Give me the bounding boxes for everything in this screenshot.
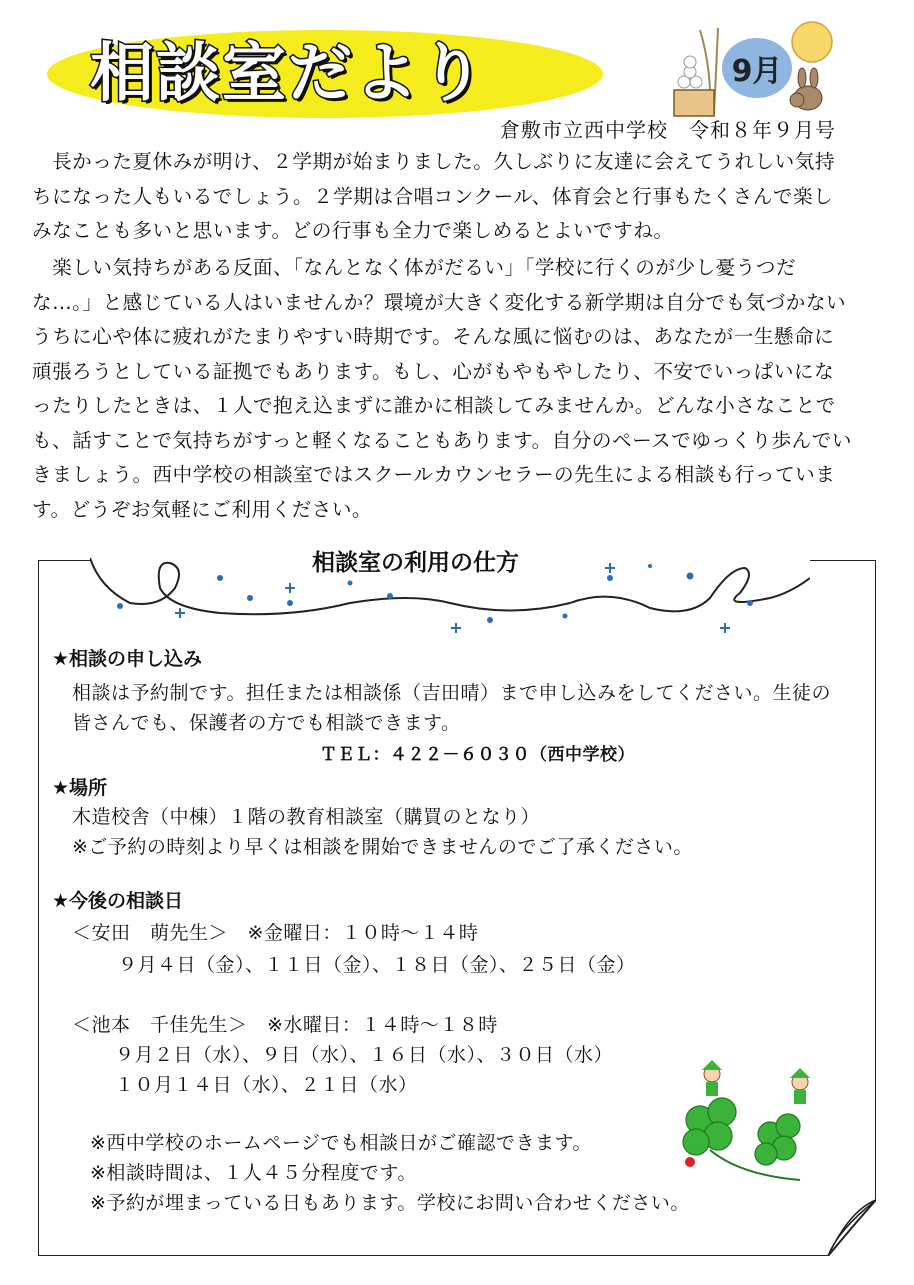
school-issue-line: 倉敷市立西中学校 令和８年９月号 [500,118,836,142]
counselor-1: ＜安田 萌先生＞ ※金曜日：１０時～１４時 [72,922,479,944]
apply-heading: ★相談の申し込み [52,648,203,670]
note-1: ※西中学校のホームページでも相談日がご確認できます。 [90,1132,593,1154]
intro-paragraph-1: 長かった夏休みが明け、２学期が始まりました。久しぶりに友達に会えてうれしい気持ちになった人もいるでしょう。２学期は合唱コンクール、体育会と行事もたくさんで楽しみなことも多いと思います。どの行事も全力で楽しめるとよいですね。 [32,150,835,242]
schedule-heading: ★今後の相談日 [52,890,184,912]
month-badge: 9月 [722,38,792,98]
tel-line: ＴＥＬ：４２２－６０３０（西中学校） [320,745,635,765]
place-heading: ★場所 [52,777,108,799]
intro-paragraph-2: 楽しい気持ちがある反面、「なんとなく体がだるい」「学校に行くのが少し憂うつだな…。」と感じている人はいませんか？環境が大きく変化する新学期は自分でも気づかないうちに心や体に疲れがたまりやすい時期です。そんな風に悩むのは、あなたが一生懸命に頑張ろうとしている証拠でもあります。もし、心がもやもやしたり、不安でいっぱいになったりしたときは、１人で抱え込まずに誰かに相談してみませんか。どんな小さなことでも、話すことで気持ちがすっと軽くなることもあります。自分のペースでゆっくり歩んでいきましょう。西中学校の相談室ではスクールカウンセラーの先生による相談も行っています。どうぞお気軽にご利用ください。 [32,256,852,521]
clover-kids-illustration [660,1060,860,1190]
apply-line-1: 相談は予約制です。担任または相談係（吉田晴）まで申し込みをしてください。生徒の [72,682,831,704]
note-2: ※相談時間は、１人４５分程度です。 [90,1162,417,1184]
apply-line-2: 皆さんでも、保護者の方でも相談できます。 [72,712,461,734]
counselor-1-dates: ９月４日（金）、１１日（金）、１８日（金）、２５日（金） [118,954,636,976]
newsletter-title: 相談室だより [90,37,486,111]
counselor-2: ＜池本 千佳先生＞ ※水曜日：１４時～１８時 [72,1014,498,1036]
counselor-2-dates-2: １０月１４日（水）、２１日（水） [115,1074,418,1096]
place-line-1: 木造校舎（中棟）１階の教育相談室（購買のとなり） [72,806,541,828]
place-line-2: ※ご予約の時刻より早くは相談を開始できませんのでご了承ください。 [72,836,693,858]
box-title: 相談室の利用の仕方 [312,550,519,576]
counselor-2-dates-1: ９月２日（水）、９日（水）、１６日（水）、３０日（水） [115,1044,614,1066]
note-3: ※予約が埋まっている日もあります。学校にお問い合わせください。 [90,1192,690,1214]
